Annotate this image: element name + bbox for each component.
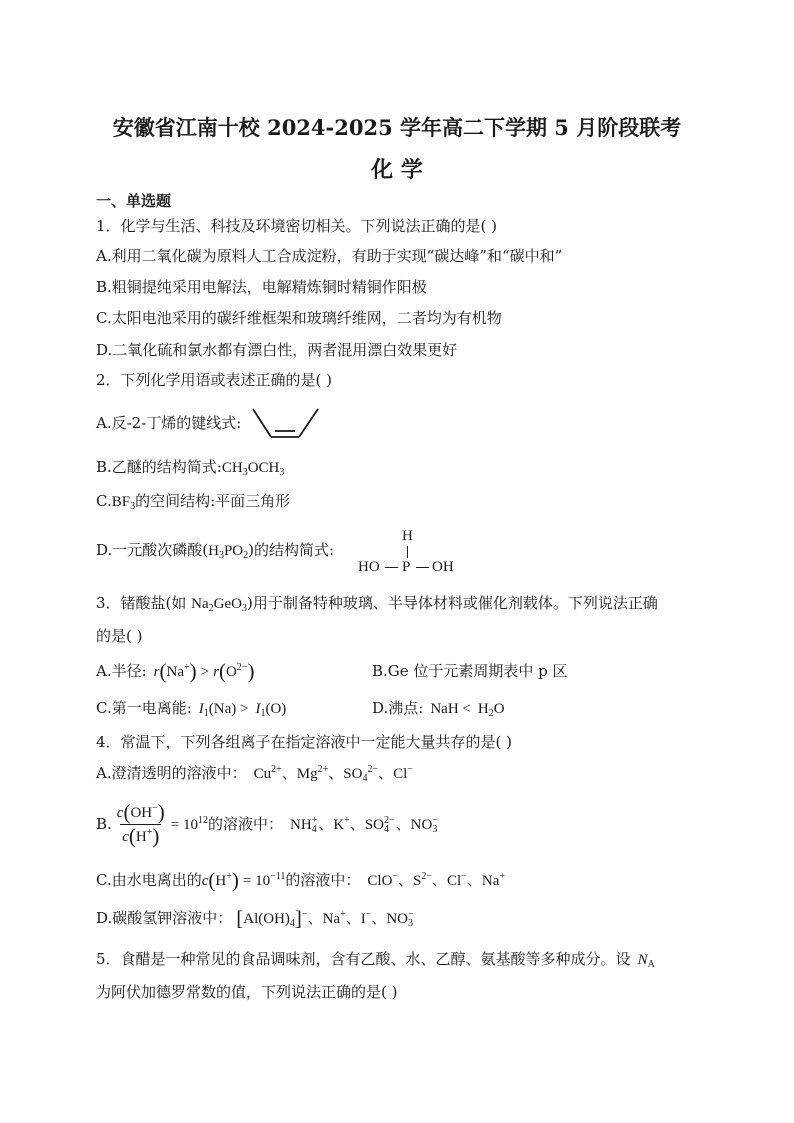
ion: NH [290,816,312,833]
option-text: A.澄清透明的溶液中： [96,764,247,782]
superscript: − [392,871,399,882]
formula-part: (O) [265,701,287,717]
ratio-condition [171,814,283,835]
option-text: D.沸点: [372,699,424,717]
option-text: C.由水电离出的 [96,871,202,889]
ion: 、Mg [281,766,318,782]
ion: Cu [253,766,272,782]
ion: 、Na [466,873,500,889]
concentration-ratio-fraction [115,801,167,848]
superscript: − [365,909,372,920]
stem-text: 3．锗酸盐(如 [96,594,192,612]
ion: ClO [367,873,393,889]
superscript: + [311,814,318,826]
bracket: ] [294,906,302,930]
subscript: 1 [203,708,209,719]
ion: 、NO [395,816,433,833]
superscript: + [344,814,350,826]
superscript: − [461,871,467,882]
formula-part: O [225,664,237,680]
radius-symbol: r [153,664,160,680]
option-text: 的溶液中： [208,814,284,833]
paren: ) [231,868,239,892]
q3-option-a [96,661,254,682]
q2-option-a: A.反-2-丁烯的键线式: [96,414,242,432]
q4-stem: 4．常温下，下列各组离子在指定溶液中一定能大量共存的是( ) [96,733,513,751]
formula-part: OCH [247,460,280,476]
option-text: 的溶液中： [285,871,361,889]
paren: ( [208,868,216,892]
stacked-charge [432,816,438,834]
superscript: −11 [270,871,286,882]
option-letter: B. [96,815,112,833]
ion: 、Na [307,911,341,927]
avogadro-symbol: N [637,952,648,968]
exam-title: 安徽省江南十校 2024-2025 学年高二下学期 5 月阶段联考 [112,115,682,140]
superscript: 2− [367,764,379,775]
q5-stem [96,949,655,970]
option-text: B.乙醚的结构简式: [96,458,222,476]
formula-part: Na [166,664,184,680]
subscript: 3 [408,918,414,929]
section-heading: 一、单选题 [96,192,172,210]
superscript: 2− [421,871,433,882]
subscript: 4 [289,918,295,929]
superscript: + [226,871,232,882]
stem-text: 5．食醋是一种常见的食品调味剂，含有乙酸、水、乙醇、氨基酸等多种成分。设 [96,950,631,968]
atom-ho: HO [358,559,380,575]
q4-option-d [96,908,415,929]
paren: ) [152,823,160,848]
paren: ( [128,823,136,848]
subscript: 3 [242,467,248,478]
q2-option-c [96,491,290,512]
subject-title: 化 学 [371,157,423,183]
subscript: 3 [279,467,285,478]
concentration-symbol: c [122,828,129,845]
option-text: )的结构简式: [248,541,335,559]
subscript: 4 [384,823,389,835]
superscript: + [146,826,153,838]
subscript: 3 [130,501,136,512]
bond-line [253,409,271,437]
ion: 、Cl [432,873,462,889]
ion: 、SO [349,816,384,833]
paren: ( [123,799,131,824]
subscript: 4 [362,773,368,784]
option-text: A.半径: [96,662,147,680]
ion: 、K [318,816,345,833]
superscript: 12 [198,814,208,826]
stacked-charge [408,910,414,928]
bond-line [416,567,429,568]
paren: ) [189,659,197,683]
stacked-charge [312,816,318,834]
paren: ( [218,659,226,683]
q3-option-d [372,698,505,719]
q2-option-b [96,457,284,478]
atom-p: P [402,559,411,575]
superscript: − [301,909,308,920]
formula-part: Na [191,596,209,612]
subscript: 1 [260,708,266,719]
structural-formula [354,527,462,579]
superscript: − [432,814,438,826]
option-text: D.碳酸氢钾溶液中： [96,909,233,927]
concentration-symbol: c [116,804,124,821]
ion-list [290,814,439,835]
ion: 、Cl [378,766,408,782]
bond-line [407,546,408,558]
fraction-numerator [115,801,167,824]
superscript: + [340,909,346,920]
q1-option-b: B.粗铜提纯采用电解法，电解精炼铜时精铜作阳极 [96,278,427,296]
q3-option-b: B.Ge 位于元素周期表中 p 区 [372,662,568,680]
q4-option-c [96,870,505,891]
q2-option-d [96,540,334,561]
superscript: 2− [236,662,248,673]
formula-part: BF [111,494,131,510]
bracket: [ [236,906,244,930]
paren: ( [159,659,167,683]
stacked-charge [384,816,395,834]
formula-part: O [493,701,505,717]
formula-part: H [477,701,489,717]
superscript: − [407,764,413,775]
ion: OH [130,804,153,821]
subscript: 3 [432,823,438,835]
option-text: C.第一电离能: [96,699,192,717]
subscript: 2 [208,603,214,614]
ion: 、NO [371,911,409,927]
subscript: 3 [242,603,247,614]
bond-line [385,567,398,568]
atom-h: H [402,528,413,544]
formula-part: GeO [213,596,242,612]
equals-value: = 10 [170,816,198,833]
fraction-denominator [120,824,161,848]
ion: 、SO [328,766,363,782]
superscript: 2+ [317,764,329,775]
q1-option-c: C.太阳电池采用的碳纤维框架和玻璃纤维网，二者均为有机物 [96,309,502,327]
paren: ) [157,799,165,824]
option-letter: C. [96,492,112,510]
formula-part: NaH < [430,701,471,717]
ion: Al(OH) [243,911,290,927]
ionization-energy-symbol: I [198,701,204,717]
option-text: D.一元酸次磷酸( [96,541,209,559]
superscript: − [408,909,414,920]
q3-stem-continued: 的是( ) [96,627,143,645]
formula-part: H [208,543,219,559]
superscript: − [152,802,158,814]
atom-oh: OH [432,559,454,575]
superscript: 2− [384,814,395,826]
radius-symbol: r [213,664,219,680]
comparison-sign: > [200,664,210,680]
formula-part: (Na) > [208,701,249,717]
subscript: 4 [311,823,317,835]
subscript: A [647,959,655,970]
equals-value: = 10 [242,873,271,889]
superscript: 2+ [271,764,282,775]
subscript: 2 [488,708,494,719]
superscript: + [499,871,505,882]
formula-part: PO [223,543,244,559]
ion: 、I [345,911,366,927]
q1-stem: 1．化学与生活、科技及环境密切相关。下列说法正确的是( ) [96,217,498,235]
q1-option-a: A.利用二氧化碳为原料人工合成淀粉，有助于实现“碳达峰”和“碳中和” [96,247,563,265]
q5-stem-continued: 为阿伏加德罗常数的值，下列说法正确的是( ) [96,983,398,1001]
q2-stem: 2．下列化学用语或表述正确的是( ) [96,371,333,389]
ion: 、S [398,873,422,889]
ionization-energy-symbol: I [255,701,261,717]
subscript: 3 [218,550,224,561]
q3-option-c [96,698,286,719]
bond-line [299,409,318,437]
q4-option-b [96,800,439,848]
q4-option-a [96,763,413,784]
skeletal-formula-drawing [248,404,324,444]
ion: H [215,873,227,889]
formula-part: CH [221,460,243,476]
q1-option-d: D.二氧化硫和氯水都有漂白性，两者混用漂白效果更好 [96,341,458,359]
option-text: 的空间结构:平面三角形 [135,492,291,510]
q3-stem [96,593,658,614]
subscript: 2 [243,550,249,561]
concentration-symbol: c [201,873,209,889]
ion: H [135,828,147,845]
paren: ) [247,659,255,683]
stem-text: )用于制备特种玻璃、半导体材料或催化剂载体。下列说法正确 [247,594,658,612]
superscript: + [184,662,190,673]
